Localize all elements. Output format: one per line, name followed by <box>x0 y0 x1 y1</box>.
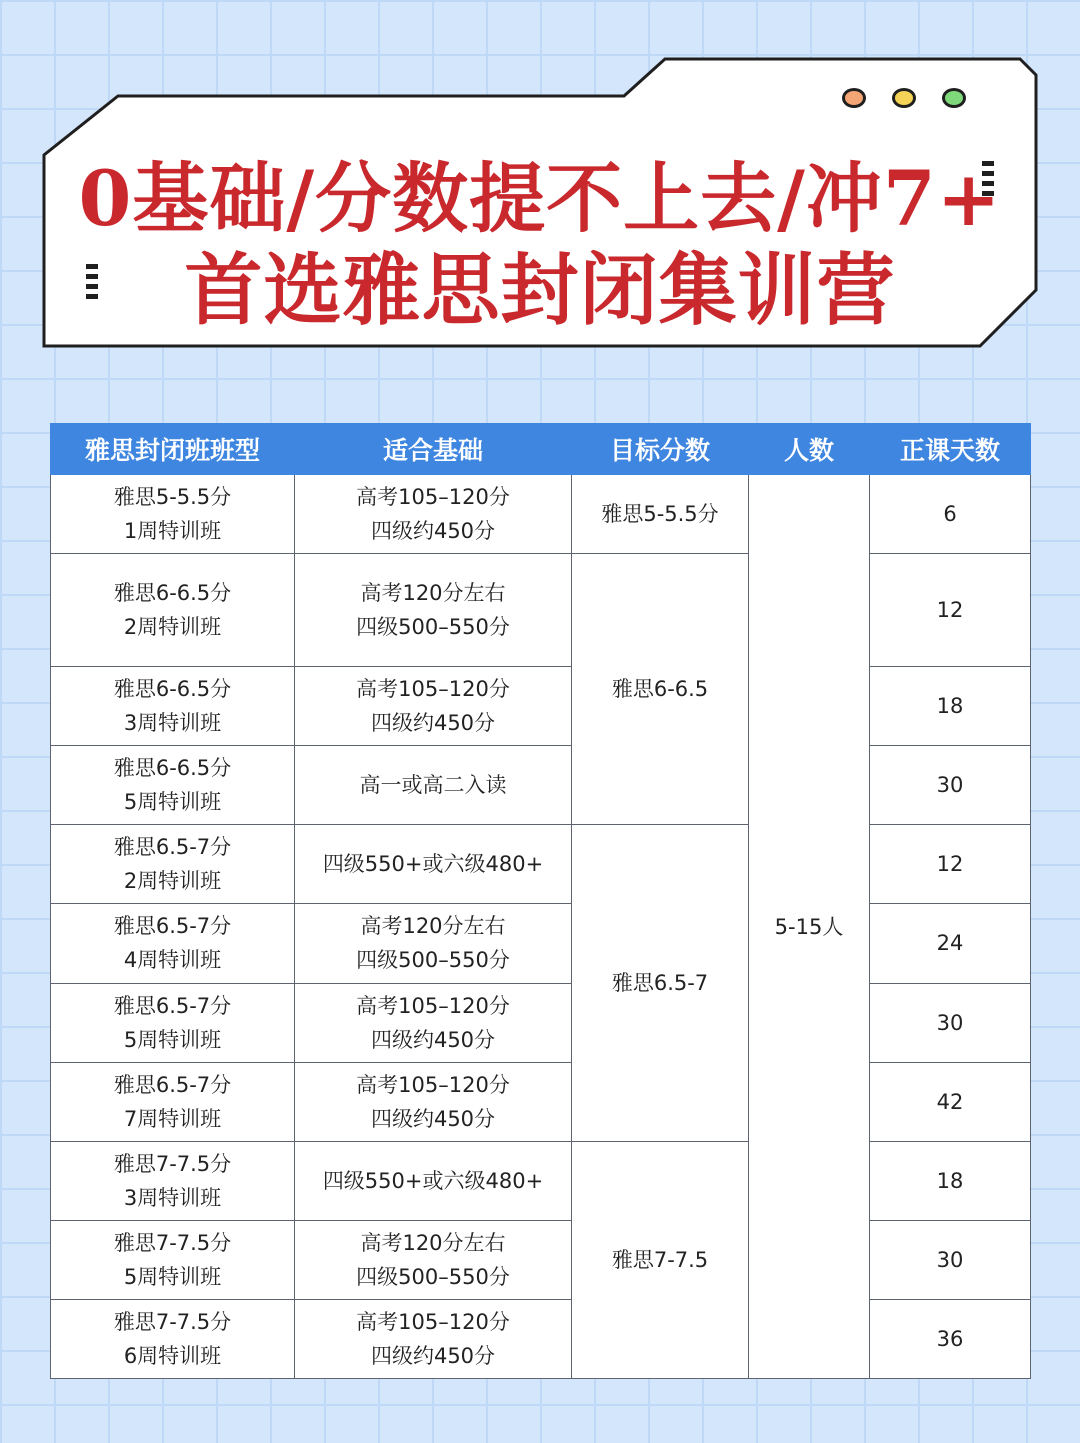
cell-text: 雅思6-6.5分 <box>113 581 232 606</box>
basis-cell <box>295 1220 572 1299</box>
cell-text: 四级500–550分 <box>356 948 510 973</box>
basis-cell <box>295 746 572 825</box>
table-row <box>51 983 1031 1062</box>
table-header-row <box>51 424 1031 475</box>
cell-text: 高考105–120分 <box>356 993 510 1018</box>
cell-text: 6周特训班 <box>123 1343 222 1368</box>
class-type-cell <box>51 904 295 983</box>
target-score-cell: 雅思6.5-7 <box>572 825 749 1141</box>
table-row <box>51 1141 1031 1220</box>
cell-text: 5周特训班 <box>123 1264 222 1289</box>
target-score-cell: 雅思7-7.5 <box>572 1141 749 1378</box>
target-score-cell: 雅思6-6.5 <box>572 554 749 825</box>
table-row <box>51 746 1031 825</box>
cell-text: 5周特训班 <box>123 790 222 815</box>
course-days-cell: 18 <box>870 667 1031 746</box>
cell-text: 高考120分左右 <box>360 1230 506 1255</box>
table-row <box>51 475 1031 554</box>
basis-cell <box>295 667 572 746</box>
table-row <box>51 554 1031 667</box>
cell-text: 四级550+或六级480+ <box>322 1168 544 1193</box>
class-type-cell <box>51 1220 295 1299</box>
cell-text: 雅思6-6.5分 <box>113 756 232 781</box>
table-row <box>51 1220 1031 1299</box>
cell-text: 雅思5-5.5分 <box>113 485 232 510</box>
course-days-cell: 12 <box>870 554 1031 667</box>
basis-cell <box>295 904 572 983</box>
cell-text: 雅思6.5-7分 <box>113 1072 232 1097</box>
cell-text: 四级500–550分 <box>356 1264 510 1289</box>
cell-text: 四级500–550分 <box>356 615 510 640</box>
class-type-cell <box>51 1299 295 1378</box>
course-days-cell: 30 <box>870 746 1031 825</box>
cell-text: 高考105–120分 <box>356 677 510 702</box>
cell-text: 雅思7-7.5分 <box>113 1151 232 1176</box>
basis-cell <box>295 983 572 1062</box>
basis-cell <box>295 475 572 554</box>
target-score-cell: 雅思5-5.5分 <box>572 475 749 554</box>
column-header: 适合基础 <box>295 424 572 475</box>
table-row <box>51 1299 1031 1378</box>
page-title-line-2: 首选雅思封闭集训营 <box>184 245 896 336</box>
cell-text: 高一或高二入读 <box>359 773 507 798</box>
green-dot-icon <box>942 88 966 108</box>
class-type-cell <box>51 746 295 825</box>
column-header: 人数 <box>749 424 870 475</box>
column-header: 正课天数 <box>870 424 1031 475</box>
cell-text: 5周特训班 <box>123 1027 222 1052</box>
people-count-cell: 5-15人 <box>749 475 870 1379</box>
class-type-cell <box>51 667 295 746</box>
cell-text: 2周特训班 <box>123 869 222 894</box>
cell-text: 雅思6.5-7分 <box>113 835 232 860</box>
cell-text: 四级约450分 <box>370 1106 496 1131</box>
basis-cell <box>295 1141 572 1220</box>
course-days-cell: 18 <box>870 1141 1031 1220</box>
cell-text: 雅思6.5-7分 <box>113 914 232 939</box>
cell-text: 2周特训班 <box>123 615 222 640</box>
course-days-cell: 42 <box>870 1062 1031 1141</box>
cell-text: 四级约450分 <box>370 711 496 736</box>
course-schedule-table <box>50 423 1031 1379</box>
course-days-cell: 36 <box>870 1299 1031 1378</box>
class-type-cell <box>51 825 295 904</box>
class-type-cell <box>51 1062 295 1141</box>
cell-text: 四级约450分 <box>370 1027 496 1052</box>
cell-text: 四级550+或六级480+ <box>322 852 544 877</box>
table-row <box>51 667 1031 746</box>
class-type-cell <box>51 983 295 1062</box>
orange-dot-icon <box>842 88 866 108</box>
basis-cell <box>295 1299 572 1378</box>
cell-text: 高考120分左右 <box>360 914 506 939</box>
cell-text: 高考105–120分 <box>356 1072 510 1097</box>
table-row <box>51 904 1031 983</box>
table-row <box>51 825 1031 904</box>
cell-text: 雅思7-7.5分 <box>113 1309 232 1334</box>
cell-text: 3周特训班 <box>123 1185 222 1210</box>
column-header: 目标分数 <box>572 424 749 475</box>
column-header: 雅思封闭班班型 <box>51 424 295 475</box>
class-type-cell <box>51 1141 295 1220</box>
course-days-cell: 30 <box>870 1220 1031 1299</box>
course-days-cell: 30 <box>870 983 1031 1062</box>
table-row <box>51 1062 1031 1141</box>
cell-text: 3周特训班 <box>123 711 222 736</box>
cell-text: 四级约450分 <box>370 1343 496 1368</box>
cell-text: 雅思6.5-7分 <box>113 993 232 1018</box>
cell-text: 高考105–120分 <box>356 1309 510 1334</box>
course-days-cell: 6 <box>870 475 1031 554</box>
cell-text: 雅思6-6.5分 <box>113 677 232 702</box>
class-type-cell <box>51 475 295 554</box>
yellow-dot-icon <box>892 88 916 108</box>
basis-cell <box>295 554 572 667</box>
basis-cell <box>295 825 572 904</box>
cell-text: 雅思7-7.5分 <box>113 1230 232 1255</box>
window-dots <box>842 88 966 108</box>
class-type-cell <box>51 554 295 667</box>
basis-cell <box>295 1062 572 1141</box>
cell-text: 高考105–120分 <box>356 485 510 510</box>
cell-text: 1周特训班 <box>123 519 222 544</box>
page-title-line-1: 0基础/分数提不上去/冲7+ <box>78 154 1002 243</box>
course-days-cell: 12 <box>870 825 1031 904</box>
cell-text: 高考120分左右 <box>360 581 506 606</box>
course-days-cell: 24 <box>870 904 1031 983</box>
cell-text: 4周特训班 <box>123 948 222 973</box>
cell-text: 7周特训班 <box>123 1106 222 1131</box>
cell-text: 四级约450分 <box>370 519 496 544</box>
